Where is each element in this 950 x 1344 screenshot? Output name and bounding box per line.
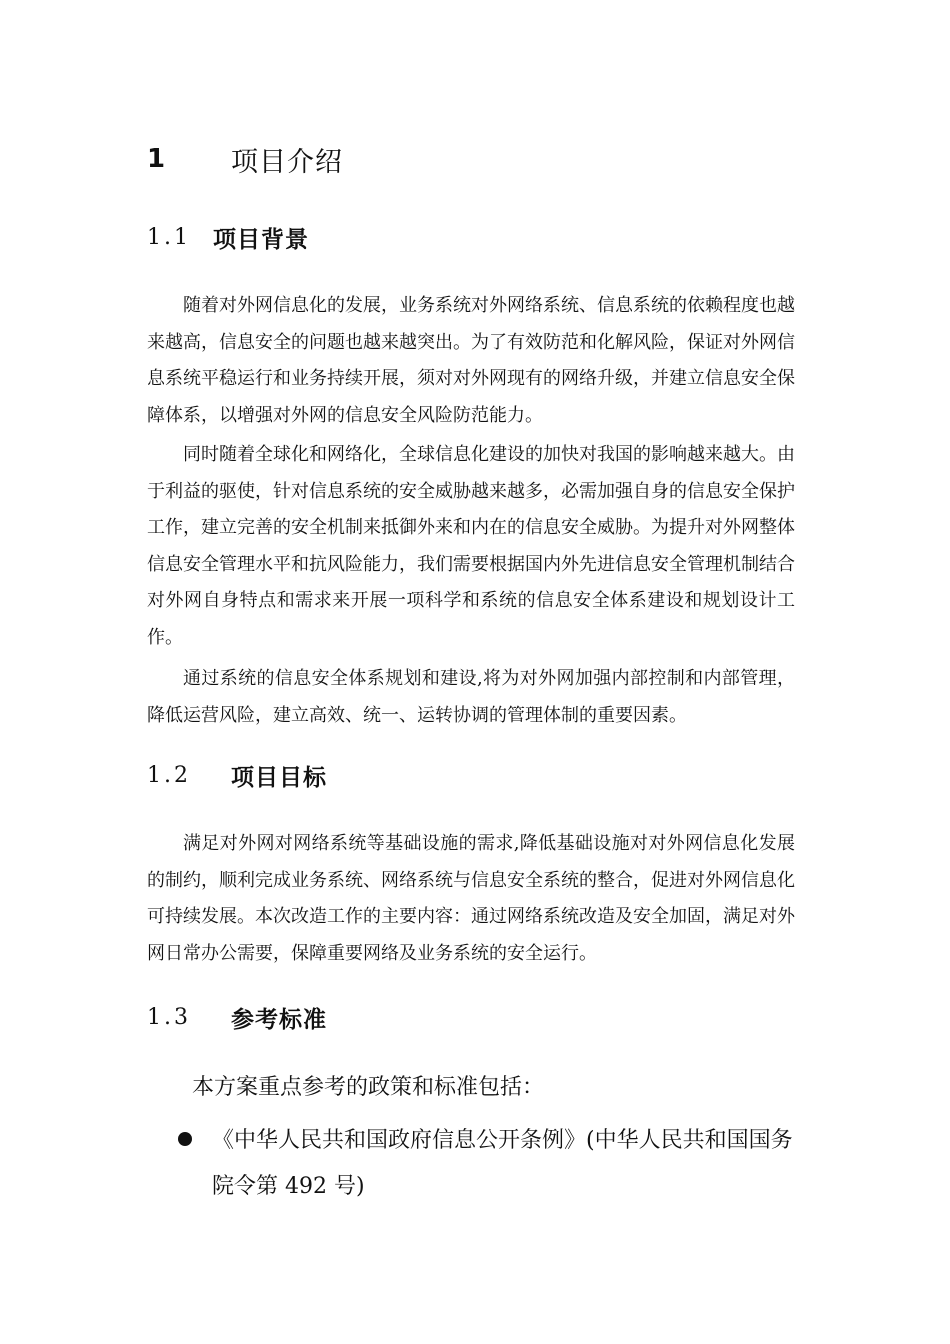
section-heading-1-2 bbox=[147, 757, 327, 793]
list-item-text: 《中华人民共和国政府信息公开条例》(中华人民共和国国务院令第 492 号) bbox=[212, 1128, 793, 1199]
section-heading-1-1 bbox=[147, 219, 309, 255]
standards-intro: 本方案重点参考的政策和标准包括： bbox=[192, 1075, 545, 1100]
chapter-heading bbox=[147, 138, 343, 180]
chapter-title: 项目介绍 bbox=[231, 146, 343, 178]
section-title: 项目背景 bbox=[213, 226, 309, 253]
paragraph: 同时随着全球化和网络化，全球信息化建设的加快对我国的影响越来越大。由于利益的驱使，针对信息系统的安全威胁越来越多，必需加强自身的信息安全保护工作，建立完善的安全机制来抵御外来和内在的信息安全威胁。为提升对外网整体信息安全管理水平和抗风险能力，我们需要根据国内外先进信息安全管理机制结合对外网自身特点和需求来开展一项科学和系统的信息安全体系建设和规划设计工作。 bbox=[147, 444, 795, 648]
section-number: 1.1 bbox=[147, 224, 191, 250]
section-number: 1.2 bbox=[147, 762, 191, 788]
paragraph: 通过系统的信息安全体系规划和建设,将为对外网加强内部控制和内部管理，降低运营风险，建立高效、统一、运转协调的管理体制的重要因素。 bbox=[147, 668, 795, 726]
section-title: 项目目标 bbox=[231, 764, 327, 791]
paragraph: 满足对外网对网络系统等基础设施的需求,降低基础设施对对外网信息化发展的制约，顺利完成业务系统、网络系统与信息安全系统的整合，促进对外网信息化可持续发展。本次改造工作的主要内容：通过网络系统改造及安全加固，满足对外网日常办公需要，保障重要网络及业务系统的安全运行。 bbox=[147, 833, 795, 964]
section-heading-1-3 bbox=[147, 999, 327, 1035]
section-number: 1.3 bbox=[147, 1004, 191, 1030]
paragraph: 随着对外网信息化的发展，业务系统对外网络系统、信息系统的依赖程度也越来越高，信息安全的问题也越来越突出。为了有效防范和化解风险，保证对外网信息系统平稳运行和业务持续开展，须对对外网现有的网络升级，并建立信息安全保障体系，以增强对外网的信息安全风险防范能力。 bbox=[147, 295, 795, 426]
chapter-number: 1 bbox=[147, 144, 166, 174]
section-title: 参考标准 bbox=[231, 1006, 327, 1033]
bullet-icon bbox=[178, 1132, 192, 1146]
